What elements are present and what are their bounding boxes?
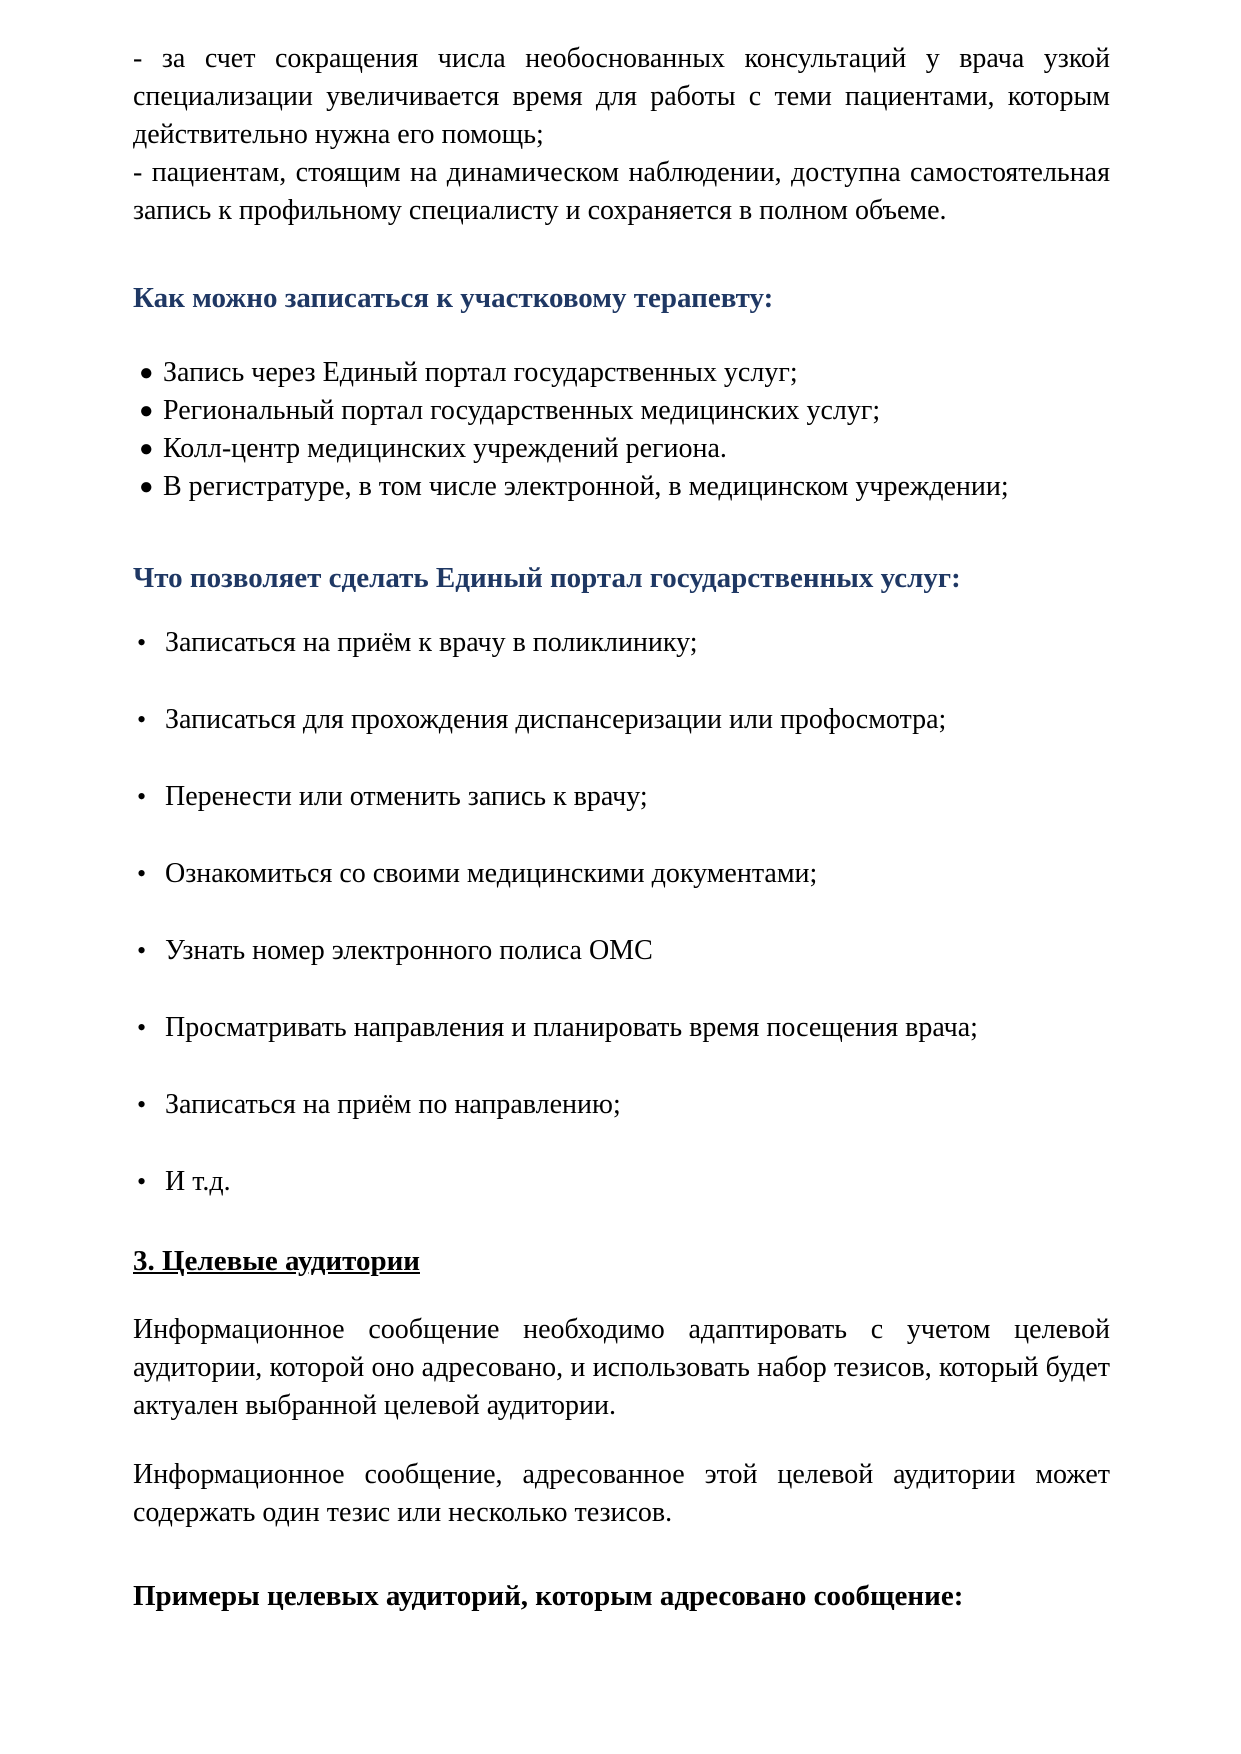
list-item <box>133 855 1110 893</box>
bullet-icon: ● <box>139 398 154 424</box>
intro-paragraph-1: - за счет сокращения числа необоснованных консультаций у врача узкой специализации увеличивается время для работы с теми пациентами, которым действительно нужна его помощь; <box>133 43 1110 150</box>
list-item <box>133 701 1110 739</box>
bullet-icon: • <box>137 705 147 734</box>
section-heading-booking: Как можно записаться к участковому терапевту: <box>133 282 774 314</box>
list-item <box>133 778 1110 816</box>
list-item-label: И т.д. <box>165 1166 231 1197</box>
list-item <box>133 932 1110 970</box>
list-item-label: Просматривать направления и планировать время посещения врача; <box>165 1012 978 1043</box>
bullet-icon: • <box>137 936 147 965</box>
list-item-label: Перенести или отменить запись к врачу; <box>165 781 648 812</box>
list-item-label: Узнать номер электронного полиса ОМС <box>165 935 653 966</box>
examples-heading: Примеры целевых аудиторий, которым адресовано сообщение: <box>133 1580 964 1612</box>
list-item-label: В регистратуре, в том числе электронной, в медицинском учреждении; <box>163 471 1009 502</box>
bullet-icon: • <box>137 628 147 657</box>
audience-paragraph-1: Информационное сообщение необходимо адаптировать с учетом целевой аудитории, которой оно адресовано, и использовать набор тезисов, который будет актуален выбранной целевой аудитории. <box>133 1314 1110 1421</box>
bullet-icon: • <box>137 1167 147 1196</box>
bullet-icon: • <box>137 782 147 811</box>
list-item <box>133 392 1110 430</box>
bullet-icon: • <box>137 1013 147 1042</box>
bullet-icon: • <box>137 1090 147 1119</box>
audience-paragraph-2: Информационное сообщение, адресованное этой целевой аудитории может содержать один тезис или несколько тезисов. <box>133 1459 1110 1528</box>
list-item <box>133 430 1110 468</box>
list-item-label: Записаться на приём к врачу в поликлинику; <box>165 627 698 658</box>
list-item-label: Ознакомиться со своими медицинскими документами; <box>165 858 818 889</box>
list-item <box>133 468 1110 506</box>
portal-bullet-list <box>133 624 1110 1201</box>
section-heading-portal: Что позволяет сделать Единый портал государственных услуг: <box>133 562 961 594</box>
list-item <box>133 1086 1110 1124</box>
list-item <box>133 1163 1110 1201</box>
list-item-label: Колл-центр медицинских учреждений региона. <box>163 433 727 464</box>
section-heading-audience: 3. Целевые аудитории <box>133 1245 420 1277</box>
list-item-label: Записаться на приём по направлению; <box>165 1089 621 1120</box>
bullet-icon: ● <box>139 360 154 386</box>
list-item-label: Записаться для прохождения диспансеризации или профосмотра; <box>165 704 947 735</box>
bullet-icon: ● <box>139 474 154 500</box>
list-item-label: Региональный портал государственных медицинских услуг; <box>163 395 881 426</box>
list-item-label: Запись через Единый портал государственных услуг; <box>163 357 798 388</box>
intro-paragraph-2: - пациентам, стоящим на динамическом наблюдении, доступна самостоятельная запись к профильному специалисту и сохраняется в полном объеме. <box>133 157 1110 226</box>
booking-bullet-list <box>133 354 1110 506</box>
list-item <box>133 1009 1110 1047</box>
list-item <box>133 354 1110 392</box>
list-item <box>133 624 1110 662</box>
bullet-icon: • <box>137 859 147 888</box>
bullet-icon: ● <box>139 436 154 462</box>
